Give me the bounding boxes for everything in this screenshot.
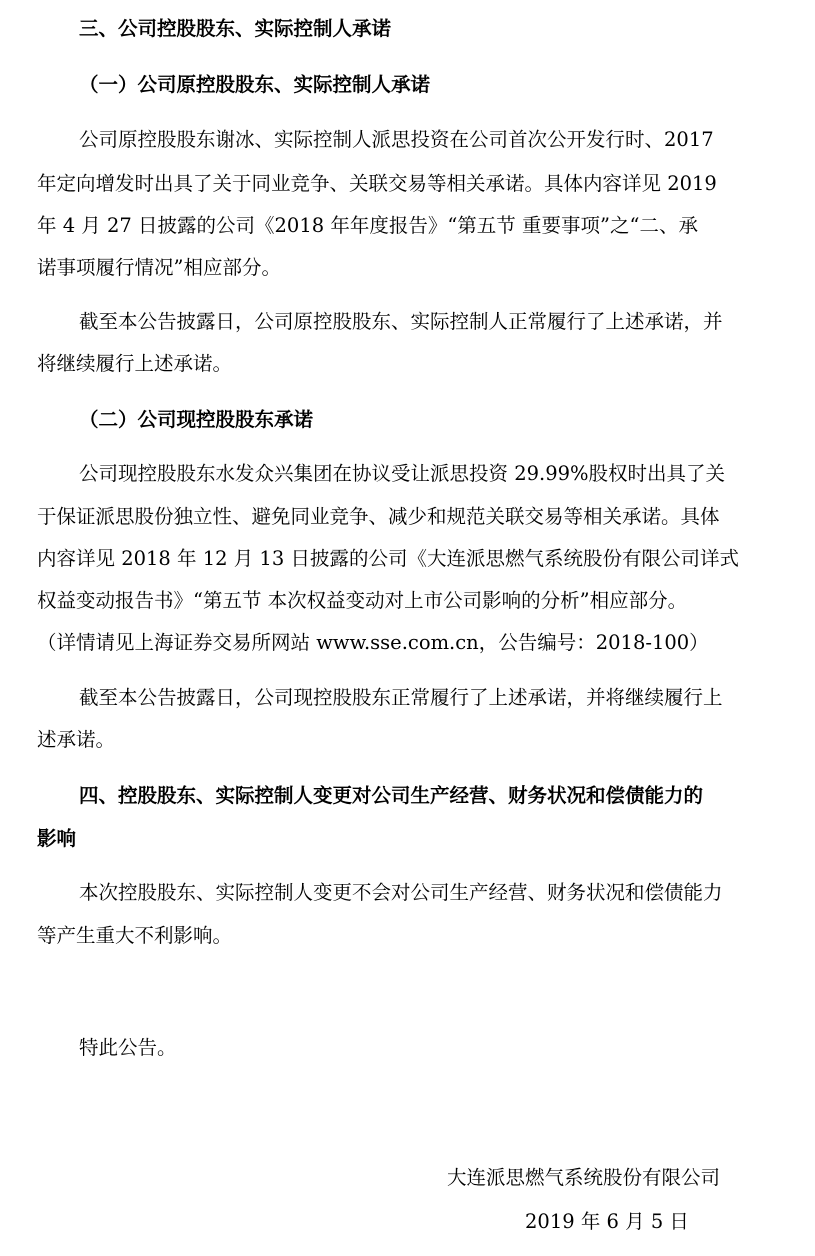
sub1-para1-line1 bbox=[79, 128, 776, 152]
sub1-para2-line1: 截至本公告披露日，公司原控股股东、实际控制人正常履行了上述承诺，并 bbox=[79, 310, 723, 333]
section4-para-line2: 等产生重大不利影响。 bbox=[37, 924, 233, 947]
section4-para-line1: 本次控股股东、实际控制人变更不会对公司生产经营、财务状况和偿债能力 bbox=[79, 881, 723, 904]
sub2-para1-line2: 于保证派思股份独立性、避免同业竞争、减少和规范关联交易等相关承诺。具体 bbox=[37, 505, 720, 528]
sub2-para2-line2: 述承诺。 bbox=[37, 728, 116, 751]
sub2-para1-line5: （详情请见上海证券交易所网站 www.sse.com.cn，公告编号：2018-100） bbox=[37, 631, 709, 654]
sub2-para2-line1: 截至本公告披露日，公司现控股股东正常履行了上述承诺，并将继续履行上 bbox=[79, 686, 723, 709]
sub1-para1-line2: 年定向增发时出具了关于同业竞争、关联交易等相关承诺。具体内容详见 2019 bbox=[37, 172, 717, 195]
sub2-para1-line1: 公司现控股股东水发众兴集团在协议受让派思投资 29.99%股权时出具了关 bbox=[79, 462, 726, 485]
subsection-1-heading: （一）公司原控股股东、实际控制人承诺 bbox=[79, 73, 431, 96]
section-4-heading-line1: 四、控股股东、实际控制人变更对公司生产经营、财务状况和偿债能力的 bbox=[79, 784, 704, 807]
section-4-heading-line2: 影响 bbox=[37, 827, 77, 850]
sub1-para2-line2: 将继续履行上述承诺。 bbox=[37, 352, 233, 375]
subsection-2-heading: （二）公司现控股股东承诺 bbox=[79, 408, 314, 431]
signature-company: 大连派思燃气系统股份有限公司 bbox=[447, 1166, 721, 1189]
sub2-para1-line3: 内容详见 2018 年 12 月 13 日披露的公司《大连派思燃气系统股份有限公司详式 bbox=[37, 547, 739, 570]
closing-statement: 特此公告。 bbox=[79, 1036, 177, 1059]
section-3-heading: 三、公司控股股东、实际控制人承诺 bbox=[79, 17, 392, 40]
sub2-para1-line4: 权益变动报告书》“第五节 本次权益变动对上市公司影响的分析”相应部分。 bbox=[37, 589, 688, 612]
sub1-para1-line3: 年 4 月 27 日披露的公司《2018 年年度报告》“第五节 重要事项”之“二、承 bbox=[37, 214, 698, 237]
text-run: 公司原控股股东谢冰、实际控制人派思投资在公司首次公开发行时、2017 bbox=[79, 128, 714, 151]
signature-date: 2019 年 6 月 5 日 bbox=[525, 1210, 689, 1233]
sub1-para1-line4: 诺事项履行情况”相应部分。 bbox=[37, 256, 281, 279]
